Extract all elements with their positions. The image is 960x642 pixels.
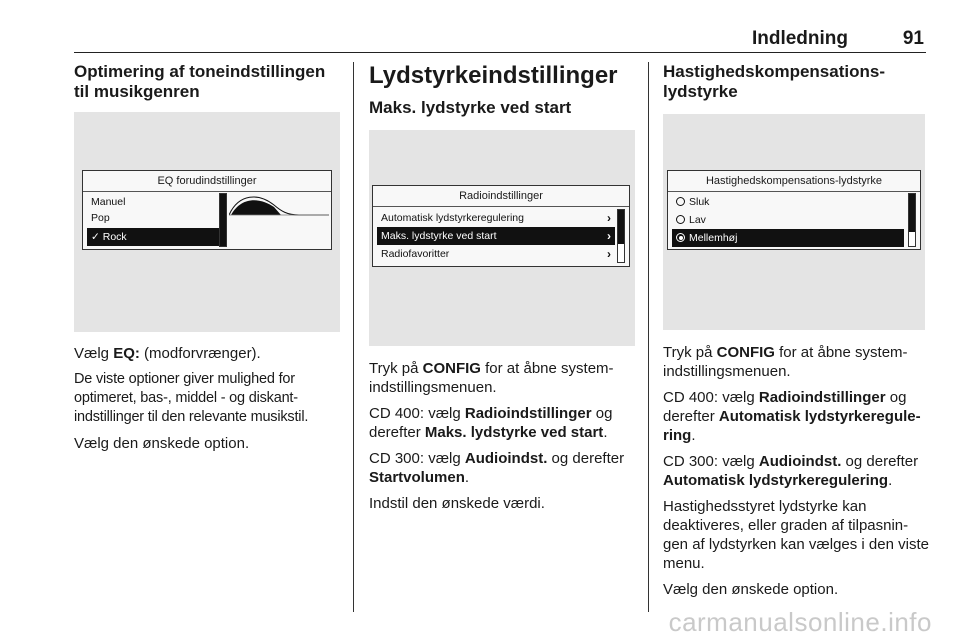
eq-p1: Vælg EQ: (modforvrænger). bbox=[74, 345, 261, 362]
speed-volume-display bbox=[667, 170, 921, 250]
column-speed-volume bbox=[663, 62, 929, 102]
column-volume bbox=[369, 62, 635, 118]
speed-p4: Hastighedsstyret lydstyrke kan deaktiveres, eller graden af tilpasnin-gen af lydstyrken kan vælges i den viste menu. bbox=[663, 498, 929, 572]
radio-on-icon bbox=[676, 233, 685, 242]
chevron-right-icon: › bbox=[607, 211, 611, 225]
speed-p1: Tryk på CONFIG for at åbne system-indstillingsmenuen. bbox=[663, 344, 908, 380]
volume-p2: CD 400: vælg Radioindstillinger og derefter Maks. lydstyrke ved start. bbox=[369, 405, 613, 441]
eq-display-title: EQ forudindstillinger bbox=[83, 171, 331, 192]
radio-display bbox=[372, 185, 630, 267]
chevron-right-icon: › bbox=[607, 247, 611, 261]
eq-option-manuel[interactable]: Manuel bbox=[91, 196, 126, 208]
speed-scrollbar[interactable] bbox=[908, 193, 916, 247]
radio-option-auto-volume[interactable]: Automatisk lydstyrkeregulering › bbox=[381, 211, 611, 225]
radio-screen-photo bbox=[369, 130, 635, 346]
eq-screen-photo bbox=[74, 112, 340, 332]
speed-volume-text bbox=[663, 343, 929, 606]
watermark: carmanualsonline.info bbox=[668, 607, 932, 637]
eq-text bbox=[74, 344, 342, 460]
eq-p3: Vælg den ønskede option. bbox=[74, 435, 250, 452]
eq-option-rock[interactable]: ✓ Rock bbox=[87, 228, 219, 246]
radio-off-icon bbox=[676, 197, 685, 206]
speed-p5: Vælg den ønskede option. bbox=[663, 581, 839, 598]
volume-p4: Indstil den ønskede værdi. bbox=[369, 495, 545, 512]
volume-subheading: Maks. lydstyrke ved start bbox=[369, 98, 572, 117]
radio-scrollbar[interactable] bbox=[617, 209, 625, 263]
eq-curve bbox=[229, 195, 329, 225]
eq-scrollbar[interactable] bbox=[219, 193, 227, 247]
column-divider bbox=[353, 62, 354, 612]
speed-option-low[interactable]: Lav bbox=[672, 211, 904, 229]
volume-p3: CD 300: vælg Audioindst. og derefter Startvolumen. bbox=[369, 450, 625, 486]
column-divider bbox=[648, 62, 649, 612]
speed-p3: CD 300: vælg Audioindst. og derefter Automatisk lydstyrkeregulering. bbox=[663, 453, 919, 489]
eq-p2: De viste optioner giver mulighed for optimeret, bas-, middel - og diskant-indstillinger til den relevante musikstil. bbox=[74, 371, 309, 425]
column-eq bbox=[74, 62, 340, 102]
eq-display bbox=[82, 170, 332, 250]
section-title: Indledning bbox=[751, 28, 848, 49]
page-number: 91 bbox=[902, 28, 924, 49]
speed-volume-display-title: Hastighedskompensations-lydstyrke bbox=[668, 171, 920, 192]
chevron-right-icon: › bbox=[607, 229, 611, 243]
radio-display-title: Radioindstillinger bbox=[373, 186, 629, 207]
page-header bbox=[74, 28, 926, 53]
speed-option-medium-high[interactable]: Mellemhøj bbox=[672, 229, 904, 247]
radio-option-max-volume[interactable]: Maks. lydstyrke ved start › bbox=[377, 227, 615, 245]
volume-p1: Tryk på CONFIG for at åbne system-indstillingsmenuen. bbox=[369, 360, 614, 396]
speed-volume-heading: Hastighedskompensations-lydstyrke bbox=[663, 62, 885, 101]
speed-volume-screen-photo bbox=[663, 114, 925, 330]
volume-heading: Lydstyrkeindstillinger bbox=[369, 62, 618, 89]
speed-p2: CD 400: vælg Radioindstillinger og derefter Automatisk lydstyrkeregule-ring. bbox=[663, 389, 921, 444]
volume-text bbox=[369, 359, 635, 520]
radio-off-icon bbox=[676, 215, 685, 224]
eq-heading: Optimering af toneindstillingen til musikgenren bbox=[74, 62, 326, 101]
speed-option-off[interactable]: Sluk bbox=[672, 193, 904, 211]
eq-option-pop[interactable]: Pop bbox=[91, 212, 110, 224]
check-icon: ✓ bbox=[91, 231, 100, 243]
radio-option-favorites[interactable]: Radiofavoritter › bbox=[381, 247, 611, 261]
